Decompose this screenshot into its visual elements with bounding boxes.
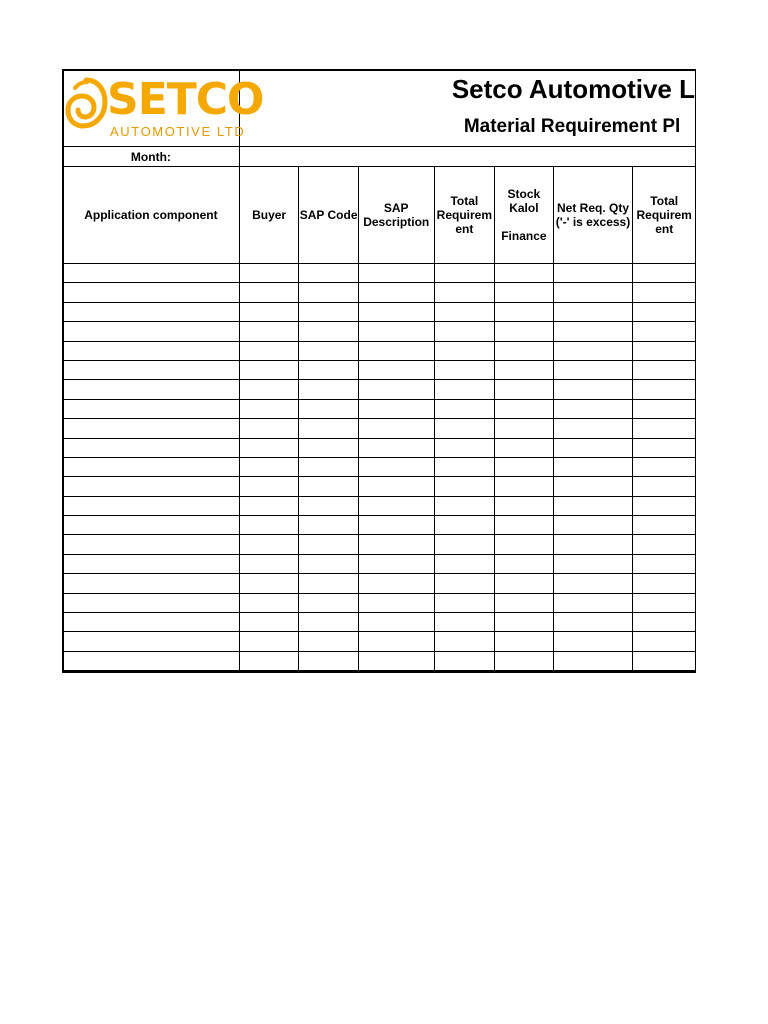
table-cell[interactable]: [553, 264, 633, 283]
table-cell[interactable]: [358, 632, 434, 651]
table-cell[interactable]: [553, 399, 633, 418]
table-cell[interactable]: [299, 360, 359, 379]
table-cell[interactable]: [434, 438, 495, 457]
col-net-req-line2: ('-' is excess): [555, 215, 631, 229]
table-cell[interactable]: [63, 613, 240, 632]
logo-subtitle: AUTOMOTIVE LTD: [110, 124, 246, 139]
table-cell[interactable]: [434, 651, 495, 670]
table-cell[interactable]: [495, 554, 554, 573]
table-cell[interactable]: [63, 283, 240, 302]
table-cell[interactable]: [299, 535, 359, 554]
table-cell[interactable]: [299, 283, 359, 302]
table-cell[interactable]: [434, 516, 495, 535]
table-cell[interactable]: [299, 496, 359, 515]
table-row: [63, 574, 696, 593]
table-cell[interactable]: [434, 457, 495, 476]
table-cell[interactable]: [553, 438, 633, 457]
table-cell[interactable]: [358, 593, 434, 612]
table-cell[interactable]: [434, 322, 495, 341]
table-cell[interactable]: [633, 535, 696, 554]
table-cell[interactable]: [63, 535, 240, 554]
col-net-req-qty: [553, 167, 633, 264]
table-cell[interactable]: [358, 651, 434, 670]
table-cell[interactable]: [299, 399, 359, 418]
table-cell[interactable]: [633, 322, 696, 341]
table-cell[interactable]: [239, 632, 299, 651]
col-total-req-line1: Total: [450, 194, 479, 208]
table-cell[interactable]: [63, 380, 240, 399]
table-cell[interactable]: [633, 574, 696, 593]
table-cell[interactable]: [63, 496, 240, 515]
table-cell[interactable]: [495, 457, 554, 476]
table-cell[interactable]: [495, 283, 554, 302]
month-input-cell[interactable]: [239, 147, 695, 167]
table-cell[interactable]: [239, 613, 299, 632]
table-cell[interactable]: [553, 477, 633, 496]
col-total2-line3: ent: [655, 222, 674, 236]
table-cell[interactable]: [633, 477, 696, 496]
table-cell[interactable]: [495, 419, 554, 438]
table-cell[interactable]: [358, 496, 434, 515]
table-cell[interactable]: [358, 360, 434, 379]
table-cell[interactable]: [553, 360, 633, 379]
table-cell[interactable]: [633, 554, 696, 573]
table-row: [63, 283, 696, 302]
table-cell[interactable]: [358, 438, 434, 457]
table-cell[interactable]: [239, 496, 299, 515]
table-row: [63, 593, 696, 612]
table-cell[interactable]: [434, 264, 495, 283]
table-cell[interactable]: [239, 438, 299, 457]
table-cell[interactable]: [553, 651, 633, 670]
col-total2-line2: Requirem: [636, 208, 692, 222]
col-total-req-line2: Requirem: [436, 208, 493, 222]
table-cell[interactable]: [63, 632, 240, 651]
col-sap-description-line1: SAP: [383, 201, 409, 215]
table-cell[interactable]: [553, 341, 633, 360]
table-cell[interactable]: [63, 477, 240, 496]
company-title: Setco Automotive L: [239, 70, 695, 109]
table-cell[interactable]: [358, 419, 434, 438]
table-cell[interactable]: [358, 574, 434, 593]
table-cell[interactable]: [495, 651, 554, 670]
table-cell[interactable]: [239, 574, 299, 593]
table-row: [63, 341, 696, 360]
table-cell[interactable]: [495, 438, 554, 457]
table-cell[interactable]: [495, 302, 554, 321]
company-logo: [63, 70, 264, 146]
table-row: [63, 360, 696, 379]
table-cell[interactable]: [63, 419, 240, 438]
col-sap-code: SAP Code: [299, 167, 359, 264]
table-cell[interactable]: [633, 360, 696, 379]
table-cell[interactable]: [358, 380, 434, 399]
col-buyer: Buyer: [239, 167, 299, 264]
table-row: [63, 554, 696, 573]
table-row: [63, 380, 696, 399]
table-cell[interactable]: [358, 535, 434, 554]
spreadsheet: [62, 69, 696, 673]
table-cell[interactable]: [633, 651, 696, 670]
col-stock-kalol: [495, 167, 554, 264]
table-cell[interactable]: [299, 516, 359, 535]
table-cell[interactable]: [239, 380, 299, 399]
table-cell[interactable]: [63, 516, 240, 535]
swirl-logo-icon: [65, 74, 107, 136]
table-cell[interactable]: [553, 302, 633, 321]
table-cell[interactable]: [633, 593, 696, 612]
table-cell[interactable]: [553, 632, 633, 651]
table-cell[interactable]: [434, 574, 495, 593]
table-cell[interactable]: [495, 632, 554, 651]
table-row: [63, 419, 696, 438]
table-cell[interactable]: [358, 283, 434, 302]
table-cell[interactable]: [434, 341, 495, 360]
col-application-component: Application component: [63, 167, 240, 264]
table-cell[interactable]: [63, 341, 240, 360]
table-cell[interactable]: [239, 593, 299, 612]
table-cell[interactable]: [434, 360, 495, 379]
table-cell[interactable]: [239, 535, 299, 554]
table-row: [63, 322, 696, 341]
table-cell[interactable]: [633, 632, 696, 651]
table-cell[interactable]: [434, 419, 495, 438]
report-title: Material Requirement Pl: [239, 108, 695, 147]
table-cell[interactable]: [299, 419, 359, 438]
table-cell[interactable]: [299, 380, 359, 399]
table-cell[interactable]: [633, 438, 696, 457]
table-cell[interactable]: [63, 457, 240, 476]
table-cell[interactable]: [633, 613, 696, 632]
table-cell[interactable]: [633, 264, 696, 283]
table-cell[interactable]: [63, 360, 240, 379]
table-cell[interactable]: [553, 613, 633, 632]
table-cell[interactable]: [633, 419, 696, 438]
table-cell[interactable]: [299, 632, 359, 651]
table-cell[interactable]: [358, 477, 434, 496]
table-cell[interactable]: [299, 477, 359, 496]
table-cell[interactable]: [358, 554, 434, 573]
table-cell[interactable]: [633, 302, 696, 321]
table-cell[interactable]: [299, 264, 359, 283]
table-cell[interactable]: [495, 360, 554, 379]
table-cell[interactable]: [299, 438, 359, 457]
table-cell[interactable]: [299, 613, 359, 632]
table-cell[interactable]: [553, 535, 633, 554]
table-cell[interactable]: [495, 574, 554, 593]
table-cell[interactable]: [434, 593, 495, 612]
table-row: [63, 632, 696, 651]
table-cell[interactable]: [239, 554, 299, 573]
table-cell[interactable]: [299, 322, 359, 341]
table-cell[interactable]: [63, 302, 240, 321]
table-cell[interactable]: [434, 283, 495, 302]
table-cell[interactable]: [63, 264, 240, 283]
table-row: [63, 516, 696, 535]
col-stock-line2: Kalol: [509, 201, 539, 215]
table-cell[interactable]: [299, 593, 359, 612]
col-stock-line1: Stock: [507, 187, 541, 201]
table-cell[interactable]: [63, 593, 240, 612]
table-cell[interactable]: [63, 399, 240, 418]
table-cell[interactable]: [63, 554, 240, 573]
table-cell[interactable]: [495, 341, 554, 360]
col-total-requirement: [434, 167, 495, 264]
table-cell[interactable]: [495, 477, 554, 496]
logo-brand: SETCO: [107, 74, 264, 125]
table-row: [63, 477, 696, 496]
table-cell[interactable]: [63, 651, 240, 670]
table-cell[interactable]: [495, 535, 554, 554]
table-cell[interactable]: [495, 264, 554, 283]
table-cell[interactable]: [633, 516, 696, 535]
table-cell[interactable]: [495, 322, 554, 341]
table-cell[interactable]: [358, 264, 434, 283]
table-cell[interactable]: [434, 496, 495, 515]
table-row: [63, 264, 696, 283]
table-cell[interactable]: [633, 399, 696, 418]
table-cell[interactable]: [63, 322, 240, 341]
table-cell[interactable]: [299, 341, 359, 360]
table-cell[interactable]: [633, 341, 696, 360]
table-cell[interactable]: [553, 574, 633, 593]
col-total-req-line3: ent: [455, 222, 474, 236]
col-sap-description-line2: Description: [363, 215, 430, 229]
table-cell[interactable]: [434, 632, 495, 651]
table-cell[interactable]: [553, 554, 633, 573]
table-row: [63, 651, 696, 670]
table-cell[interactable]: [358, 302, 434, 321]
table-row: [63, 457, 696, 476]
table-row: [63, 302, 696, 321]
logo-cell: [63, 70, 264, 147]
table-cell[interactable]: [633, 496, 696, 515]
table-cell[interactable]: [239, 360, 299, 379]
col-net-req-line1: Net Req. Qty: [557, 201, 630, 215]
col-total2-line1: Total: [650, 194, 679, 208]
mrp-table: [62, 69, 696, 671]
table-row: [63, 496, 696, 515]
table-cell[interactable]: [434, 554, 495, 573]
table-cell[interactable]: [299, 554, 359, 573]
table-cell[interactable]: [358, 341, 434, 360]
table-cell[interactable]: [63, 438, 240, 457]
table-cell[interactable]: [239, 283, 299, 302]
table-cell[interactable]: [299, 457, 359, 476]
table-cell[interactable]: [495, 593, 554, 612]
table-cell[interactable]: [358, 322, 434, 341]
table-cell[interactable]: [434, 535, 495, 554]
month-label: Month:: [63, 147, 240, 167]
table-cell[interactable]: [495, 516, 554, 535]
table-row: [63, 438, 696, 457]
table-cell[interactable]: [434, 380, 495, 399]
table-cell[interactable]: [434, 302, 495, 321]
table-cell[interactable]: [239, 477, 299, 496]
table-cell[interactable]: [358, 516, 434, 535]
table-cell[interactable]: [553, 283, 633, 302]
table-cell[interactable]: [358, 613, 434, 632]
table-row: [63, 399, 696, 418]
table-cell[interactable]: [239, 399, 299, 418]
table-cell[interactable]: [434, 613, 495, 632]
col-sap-description: [358, 167, 434, 264]
table-cell[interactable]: [239, 322, 299, 341]
table-cell[interactable]: [633, 283, 696, 302]
table-cell[interactable]: [239, 302, 299, 321]
table-row: [63, 535, 696, 554]
col-total-requirement-2: [633, 167, 696, 264]
table-cell[interactable]: [553, 419, 633, 438]
table-cell[interactable]: [553, 380, 633, 399]
table-cell[interactable]: [553, 593, 633, 612]
table-cell[interactable]: [239, 341, 299, 360]
table-cell[interactable]: [63, 574, 240, 593]
table-cell[interactable]: [299, 574, 359, 593]
table-cell[interactable]: [434, 399, 495, 418]
table-cell[interactable]: [239, 516, 299, 535]
table-cell[interactable]: [633, 457, 696, 476]
table-cell[interactable]: [239, 264, 299, 283]
table-cell[interactable]: [553, 322, 633, 341]
table-cell[interactable]: [495, 399, 554, 418]
table-cell[interactable]: [358, 399, 434, 418]
table-cell[interactable]: [358, 457, 434, 476]
table-cell[interactable]: [239, 457, 299, 476]
table-cell[interactable]: [633, 380, 696, 399]
table-cell[interactable]: [495, 613, 554, 632]
table-cell[interactable]: [495, 496, 554, 515]
column-header-row: [63, 167, 696, 264]
table-cell[interactable]: [239, 651, 299, 670]
table-cell[interactable]: [299, 651, 359, 670]
table-cell[interactable]: [553, 457, 633, 476]
table-cell[interactable]: [553, 496, 633, 515]
table-cell[interactable]: [239, 419, 299, 438]
table-cell[interactable]: [553, 516, 633, 535]
data-rows: [63, 264, 696, 671]
table-cell[interactable]: [299, 302, 359, 321]
col-stock-line3: Finance: [501, 229, 547, 243]
table-cell[interactable]: [434, 477, 495, 496]
table-cell[interactable]: [495, 380, 554, 399]
table-row: [63, 613, 696, 632]
